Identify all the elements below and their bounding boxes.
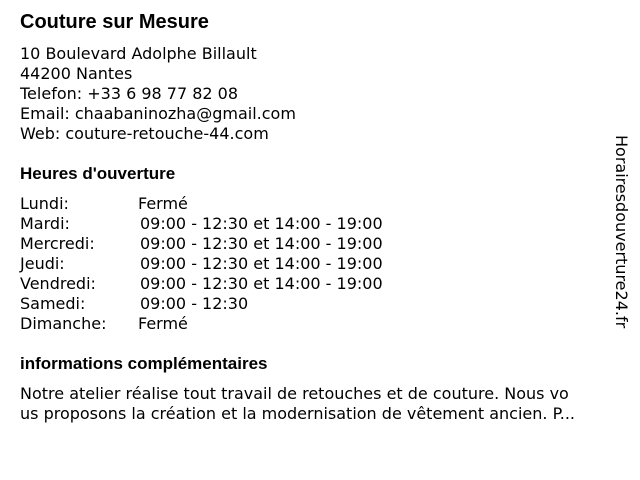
day-label: Mercredi:	[20, 234, 95, 253]
day-label: Lundi:	[20, 194, 69, 213]
day-hours: 09:00 - 12:30 et 14:00 - 19:00	[140, 254, 383, 273]
additional-info-heading: informations complémentaires	[20, 354, 268, 373]
day-label: Vendredi:	[20, 274, 96, 293]
site-watermark	[605, 135, 635, 375]
day-hours: 09:00 - 12:30 et 14:00 - 19:00	[140, 234, 383, 253]
business-name: Couture sur Mesure	[20, 11, 209, 33]
city-postcode: 44200 Nantes	[20, 64, 133, 83]
day-label: Mardi:	[20, 214, 70, 233]
day-hours: 09:00 - 12:30 et 14:00 - 19:00	[140, 214, 383, 233]
day-label: Jeudi:	[20, 254, 65, 273]
email-address[interactable]: Email: chaabaninozha@gmail.com	[20, 104, 296, 123]
street-address: 10 Boulevard Adolphe Billault	[20, 44, 257, 63]
info-line-2: us proposons la création et la modernisation de vêtement ancien. P...	[20, 404, 575, 423]
watermark-text: Horairesdouverture24.fr	[612, 135, 631, 329]
additional-info-text	[20, 384, 624, 424]
day-hours: 09:00 - 12:30	[140, 294, 249, 313]
contact-block	[20, 44, 296, 144]
website-link[interactable]: Web: couture-retouche-44.com	[20, 124, 269, 143]
info-line-1: Notre atelier réalise tout travail de retouches et de couture. Nous vo	[20, 384, 569, 403]
phone-number[interactable]: Telefon: +33 6 98 77 82 08	[20, 84, 239, 103]
day-hours: 09:00 - 12:30 et 14:00 - 19:00	[140, 274, 383, 293]
day-label: Dimanche:	[20, 314, 107, 333]
day-label: Samedi:	[20, 294, 86, 313]
opening-hours-heading: Heures d'ouverture	[20, 164, 176, 183]
day-hours: Fermé	[138, 314, 188, 333]
day-hours: Fermé	[138, 194, 188, 213]
